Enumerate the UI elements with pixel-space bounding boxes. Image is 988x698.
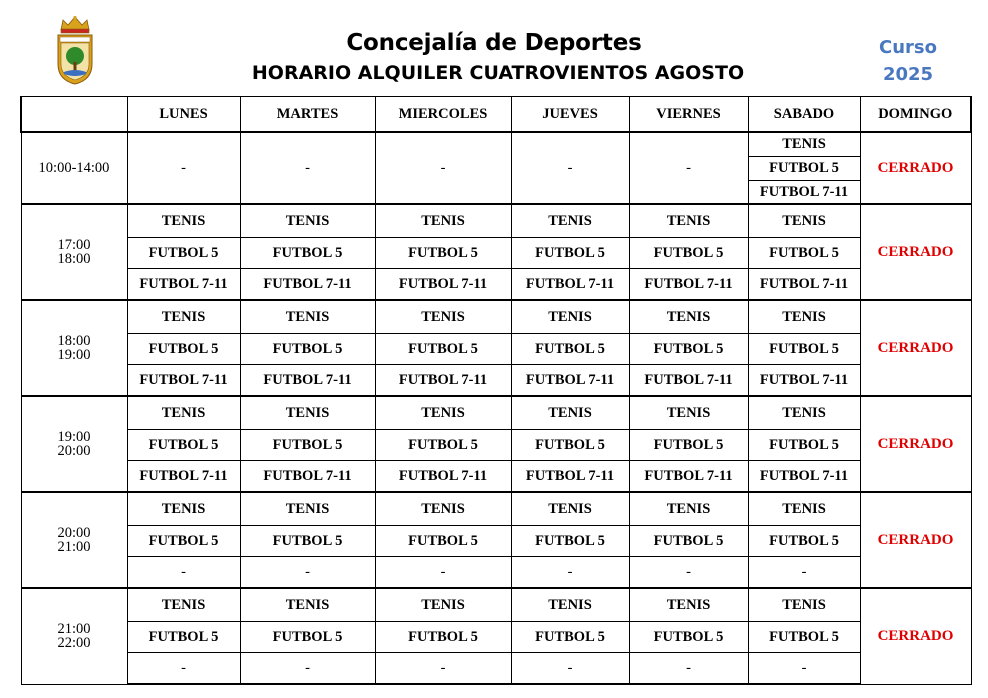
schedule-cell: -: [240, 132, 375, 204]
schedule-cell: TENIS: [240, 492, 375, 525]
schedule-cell: FUTBOL 5: [375, 525, 511, 556]
time-slot-cell: [21, 492, 127, 588]
schedule-cell: FUTBOL 5: [511, 621, 629, 652]
time-slot-cell: [21, 204, 127, 300]
schedule-cell: TENIS: [748, 588, 860, 621]
time-label: 17:00: [57, 237, 91, 253]
schedule-cell: FUTBOL 5: [511, 429, 629, 460]
schedule-cell: -: [240, 652, 375, 684]
day-header-miercoles: MIERCOLES: [375, 97, 511, 133]
schedule-cell: TENIS: [240, 588, 375, 621]
schedule-cell: FUTBOL 5: [748, 237, 860, 268]
schedule-cell: FUTBOL 5: [511, 237, 629, 268]
time-label: 19:00: [57, 347, 91, 363]
table-row: [21, 333, 971, 364]
corner-cell: [21, 97, 127, 133]
schedule-cell: TENIS: [375, 396, 511, 429]
schedule-cell: -: [375, 132, 511, 204]
table-row: [21, 364, 971, 396]
schedule-cell: -: [511, 652, 629, 684]
schedule-cell: FUTBOL 5: [127, 621, 240, 652]
schedule-cell: TENIS: [127, 300, 240, 333]
schedule-cell: FUTBOL 5: [127, 237, 240, 268]
schedule-cell: TENIS: [629, 492, 748, 525]
closed-cell: CERRADO: [860, 300, 971, 396]
time-label: 19:00: [57, 429, 91, 445]
schedule-cell: FUTBOL 5: [748, 429, 860, 460]
schedule-cell: FUTBOL 5: [629, 429, 748, 460]
schedule-cell: TENIS: [511, 588, 629, 621]
schedule-cell: FUTBOL 5: [629, 237, 748, 268]
schedule-cell: TENIS: [127, 204, 240, 237]
table-row: [21, 588, 971, 621]
time-label: 21:00: [57, 621, 91, 638]
schedule-cell: TENIS: [748, 492, 860, 525]
table-row: [21, 525, 971, 556]
schedule-cell: -: [127, 556, 240, 588]
table-row: [21, 492, 971, 525]
schedule-cell: -: [629, 556, 748, 588]
table-row: [21, 556, 971, 588]
schedule-cell: FUTBOL 7-11: [240, 364, 375, 396]
day-header-jueves: JUEVES: [511, 97, 629, 133]
schedule-cell: FUTBOL 5: [240, 525, 375, 556]
schedule-cell: FUTBOL 7-11: [240, 268, 375, 300]
schedule-cell: TENIS: [375, 300, 511, 333]
time-label: 18:00: [57, 251, 91, 267]
table-row: [21, 204, 971, 237]
schedule-cell: FUTBOL 5: [748, 621, 860, 652]
schedule-cell: TENIS: [375, 492, 511, 525]
schedule-cell: FUTBOL 7-11: [748, 460, 860, 492]
time-label: 22:00: [57, 635, 91, 652]
schedule-cell: FUTBOL 7-11: [748, 268, 860, 300]
schedule-cell: FUTBOL 5: [127, 333, 240, 364]
schedule-cell: FUTBOL 7-11: [375, 460, 511, 492]
schedule-cell: FUTBOL 7-11: [629, 364, 748, 396]
schedule-cell: TENIS: [127, 492, 240, 525]
closed-cell: CERRADO: [860, 588, 971, 684]
schedule-cell: TENIS: [629, 300, 748, 333]
day-header-sabado: SABADO: [748, 97, 860, 133]
schedule-cell: TENIS: [748, 204, 860, 237]
schedule-cell: FUTBOL 5: [748, 333, 860, 364]
schedule-cell: FUTBOL 5: [629, 621, 748, 652]
closed-cell: CERRADO: [860, 204, 971, 300]
table-row: [21, 132, 971, 156]
schedule-cell: FUTBOL 7-11: [629, 460, 748, 492]
schedule-cell: TENIS: [127, 588, 240, 621]
schedule-cell: -: [375, 652, 511, 684]
time-slot-cell: [21, 132, 127, 204]
schedule-cell: -: [375, 556, 511, 588]
schedule-cell: FUTBOL 5: [748, 525, 860, 556]
schedule-cell: FUTBOL 5: [629, 525, 748, 556]
schedule-cell: FUTBOL 7-11: [375, 268, 511, 300]
table-row: [21, 300, 971, 333]
table-row: [21, 621, 971, 652]
time-label: 20:00: [57, 443, 91, 459]
schedule-cell: FUTBOL 7-11: [240, 460, 375, 492]
schedule-cell: FUTBOL 7-11: [748, 364, 860, 396]
schedule-cell: -: [511, 556, 629, 588]
table-row: [21, 268, 971, 300]
schedule-cell: TENIS: [240, 396, 375, 429]
schedule-cell: TENIS: [629, 204, 748, 237]
schedule-cell: FUTBOL 5: [375, 237, 511, 268]
curso-year: 2025: [882, 64, 934, 85]
schedule-cell: FUTBOL 7-11: [511, 364, 629, 396]
schedule-cell: -: [629, 652, 748, 684]
schedule-cell: TENIS: [748, 132, 860, 156]
schedule-cell: TENIS: [511, 300, 629, 333]
schedule-cell: FUTBOL 5: [511, 525, 629, 556]
time-label: 18:00: [57, 333, 91, 349]
schedule-cell: -: [127, 132, 240, 204]
schedule-cell: -: [748, 556, 860, 588]
time-slot-cell: [21, 588, 127, 684]
schedule-cell: FUTBOL 7-11: [511, 268, 629, 300]
closed-cell: CERRADO: [860, 492, 971, 588]
page-header: [0, 0, 988, 96]
schedule-cell: FUTBOL 5: [240, 429, 375, 460]
schedule-cell: TENIS: [511, 204, 629, 237]
schedule-cell: FUTBOL 7-11: [629, 268, 748, 300]
table-row: [21, 237, 971, 268]
schedule-cell: FUTBOL 7-11: [127, 268, 240, 300]
schedule-cell: FUTBOL 7-11: [748, 180, 860, 204]
closed-cell: CERRADO: [860, 132, 971, 204]
schedule-cell: TENIS: [127, 396, 240, 429]
table-row: [21, 652, 971, 684]
day-header-domingo: DOMINGO: [860, 97, 971, 133]
curso-badge: [862, 34, 954, 88]
schedule-cell: -: [240, 556, 375, 588]
schedule-cell: TENIS: [240, 300, 375, 333]
schedule-cell: FUTBOL 5: [127, 525, 240, 556]
schedule-cell: FUTBOL 7-11: [511, 460, 629, 492]
schedule-cell: TENIS: [511, 396, 629, 429]
table-row: [21, 460, 971, 492]
schedule-cell: FUTBOL 5: [240, 621, 375, 652]
closed-cell: CERRADO: [860, 396, 971, 492]
schedule-cell: -: [629, 132, 748, 204]
table-row: [21, 429, 971, 460]
schedule-cell: FUTBOL 5: [240, 333, 375, 364]
day-header-martes: MARTES: [240, 97, 375, 133]
schedule-cell: FUTBOL 5: [629, 333, 748, 364]
schedule-cell: FUTBOL 5: [375, 333, 511, 364]
table-row: [21, 396, 971, 429]
time-label: 10:00-14:00: [38, 160, 110, 176]
schedule-cell: FUTBOL 5: [511, 333, 629, 364]
schedule-cell: FUTBOL 5: [748, 156, 860, 180]
page-title: Concejalía de Deportes: [346, 30, 642, 56]
schedule-cell: TENIS: [748, 300, 860, 333]
day-header-lunes: LUNES: [127, 97, 240, 133]
schedule-cell: FUTBOL 7-11: [127, 364, 240, 396]
header-row: [21, 97, 971, 133]
schedule-cell: -: [511, 132, 629, 204]
schedule-cell: FUTBOL 7-11: [375, 364, 511, 396]
schedule-cell: TENIS: [629, 396, 748, 429]
time-slot-cell: [21, 396, 127, 492]
page-subtitle: HORARIO ALQUILER CUATROVIENTOS AGOSTO: [251, 62, 745, 84]
schedule-cell: TENIS: [748, 396, 860, 429]
schedule-cell: FUTBOL 5: [240, 237, 375, 268]
schedule-cell: TENIS: [240, 204, 375, 237]
schedule-cell: -: [127, 652, 240, 684]
time-label: 20:00: [57, 525, 91, 541]
curso-label: Curso: [879, 37, 937, 58]
schedule-cell: FUTBOL 7-11: [127, 460, 240, 492]
schedule-cell: TENIS: [375, 588, 511, 621]
schedule-cell: TENIS: [511, 492, 629, 525]
schedule-cell: TENIS: [629, 588, 748, 621]
schedule-cell: FUTBOL 5: [127, 429, 240, 460]
schedule-cell: FUTBOL 5: [375, 429, 511, 460]
day-header-viernes: VIERNES: [629, 97, 748, 133]
schedule-cell: FUTBOL 5: [375, 621, 511, 652]
time-slot-cell: [21, 300, 127, 396]
schedule-table: [20, 96, 972, 685]
schedule-cell: TENIS: [375, 204, 511, 237]
time-label: 21:00: [57, 539, 91, 555]
schedule-cell: -: [748, 652, 860, 684]
